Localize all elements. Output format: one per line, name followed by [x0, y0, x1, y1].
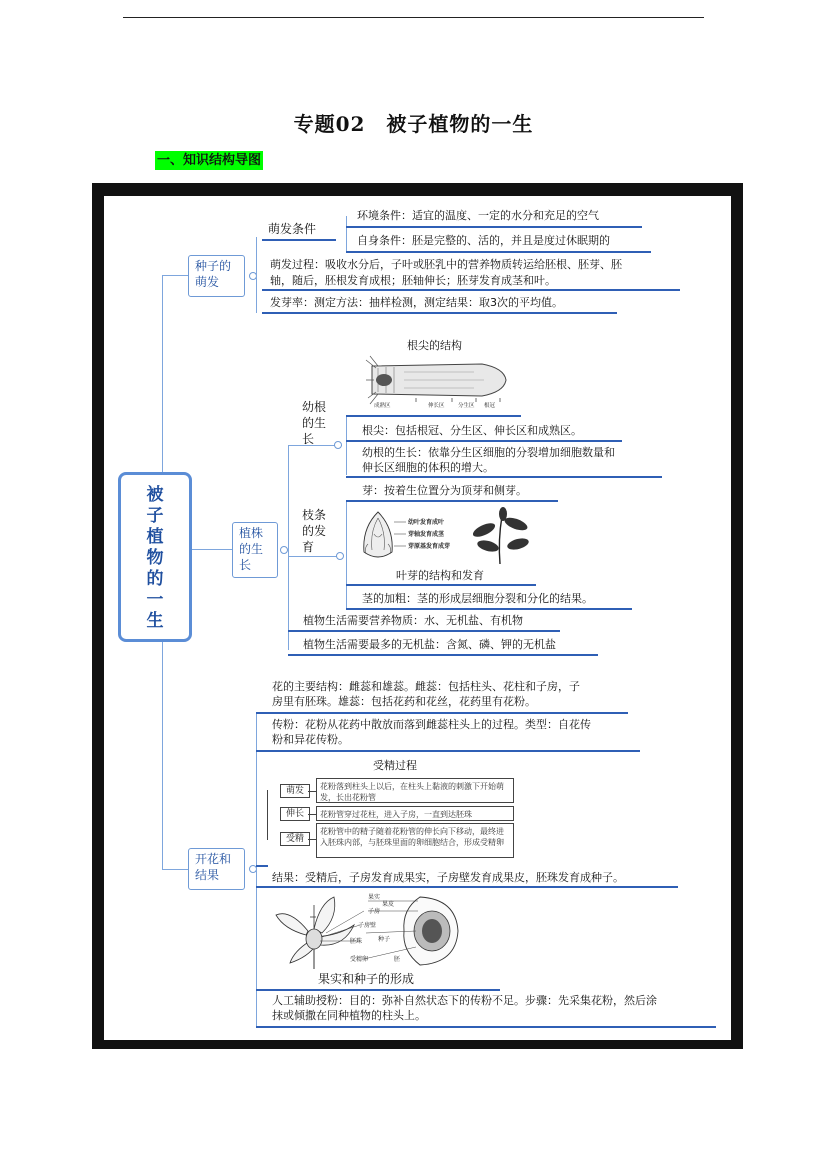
flow-step: 花粉落到柱头上以后，在柱头上黏液的刺激下开始萌发，长出花粉管	[316, 778, 514, 803]
underline	[346, 584, 536, 586]
connector	[346, 500, 347, 608]
germination-process-l1: 萌发过程：吸收水分后，子叶或胚乳中的营养物质转运给胚根、胚芽、胚	[270, 258, 622, 271]
trunk-upper	[162, 275, 163, 473]
fruit-label: 子房壁	[358, 922, 377, 929]
branch-flower-fruit[interactable]	[188, 848, 245, 890]
fruit-label: 受精卵	[350, 956, 369, 963]
underline	[256, 1026, 716, 1028]
branch-label: 长	[239, 558, 252, 572]
zone-label: 伸长区	[428, 403, 445, 409]
bud-label: 芽轴发育成茎	[408, 531, 445, 538]
branch-label: 结果	[195, 868, 220, 882]
root-char: 子	[146, 506, 164, 526]
flow-connector	[308, 791, 316, 792]
root-node[interactable]	[118, 472, 192, 642]
root-char: 生	[146, 611, 164, 631]
self-condition: 自身条件：胚是完整的、活的，并且是度过休眠期的	[357, 234, 610, 247]
bud-caption: 叶芽的结构和发育	[396, 569, 484, 582]
flow-stage: 伸长	[280, 807, 310, 821]
branch-label: 植株	[239, 526, 264, 540]
branch-label: 种子的	[195, 259, 232, 273]
root-growth-label	[302, 399, 326, 447]
underline	[256, 750, 640, 752]
trunk-lower	[162, 636, 163, 869]
label-line: 幼根	[302, 400, 327, 414]
flower-structure-l1: 花的主要结构：雌蕊和雄蕊。雌蕊：包括柱头、花柱和子房，子	[272, 680, 580, 693]
label-line: 长	[302, 432, 315, 446]
underline	[262, 239, 336, 241]
branch-label: 开花和	[195, 852, 232, 866]
fruit-label: 胚	[394, 956, 401, 963]
trunk-to-plant	[186, 549, 232, 550]
root-char: 一	[146, 590, 164, 610]
header-rule	[123, 17, 704, 18]
underline	[256, 712, 628, 714]
root-growth-desc-l1: 幼根的生长：依靠分生区细胞的分裂增加细胞数量和	[362, 446, 615, 459]
label-line: 育	[302, 540, 315, 554]
label-line: 的生	[302, 416, 327, 430]
pollination-l1: 传粉：花粉从花药中散放而落到雌蕊柱头上的过程。类型：自花传	[272, 718, 591, 731]
underline	[346, 251, 651, 253]
label-line: 的发	[302, 524, 327, 538]
stem-thickening: 茎的加粗：茎的形成层细胞分裂和分化的结果。	[362, 592, 593, 605]
bud-label: 幼叶发育成叶	[408, 519, 445, 526]
underline	[288, 630, 560, 632]
branch-label: 的生	[239, 542, 264, 556]
artificial-pollination-l1: 人工辅助授粉：目的：弥补自然状态下的传粉不足。步骤：先采集花粉，然后涂	[272, 994, 657, 1007]
nutrients-text: 植物生活需要营养物质：水、无机盐、有机物	[303, 614, 523, 627]
flow-step: 花粉管穿过花柱，进入子房，一直到达胚珠	[316, 806, 514, 821]
underline	[346, 476, 662, 478]
flow-step: 花粉管中的精子随着花粉管的伸长向下移动，最终进入胚珠内部，与胚珠里面的卵细胞结合，形成受精卵	[316, 823, 514, 858]
page-title: 专题02 被子植物的一生	[293, 112, 534, 136]
underline	[346, 608, 632, 610]
root-char: 物	[146, 548, 164, 568]
fruit-label: 果实	[368, 894, 381, 901]
zone-label: 成熟区	[374, 403, 391, 409]
fruit-seed-diagram	[270, 891, 480, 971]
flow-connector	[267, 790, 268, 840]
sprout-conditions-label: 萌发条件	[268, 222, 317, 236]
pollination-l2: 粉和异花传粉。	[272, 733, 349, 746]
fruit-label: 胚珠	[350, 938, 363, 945]
fruit-label: 果皮	[382, 901, 395, 908]
root-char: 的	[146, 569, 164, 589]
germination-process-l2: 轴，随后，胚根发育成根；胚轴伸长；胚芽发育成茎和叶。	[270, 274, 556, 287]
connector	[346, 216, 347, 252]
flow-connector	[308, 839, 316, 840]
connector	[256, 712, 257, 1026]
fruit-result: 结果：受精后，子房发育成果实，子房壁发育成果皮，胚珠发育成种子。	[272, 871, 624, 884]
connector	[256, 237, 257, 313]
connector	[346, 415, 347, 475]
fertilization-caption: 受精过程	[373, 759, 417, 772]
underline	[256, 886, 678, 888]
shoot-development-label	[302, 507, 326, 555]
root-tip-caption: 根尖的结构	[407, 339, 462, 352]
zone-label: 分生区	[458, 403, 475, 409]
root-tip-text: 根尖：包括根冠、分生区、伸长区和成熟区。	[362, 424, 582, 437]
root-char: 被	[146, 485, 164, 505]
flower-structure-l2: 房里有胚珠。雄蕊：包括花药和花丝，花药里有花粉。	[272, 695, 536, 708]
underline	[288, 654, 598, 656]
underline	[346, 226, 642, 228]
env-condition: 环境条件：适宜的温度、一定的水分和充足的空气	[357, 209, 599, 222]
underline	[256, 865, 268, 867]
branch-plant-growth[interactable]	[232, 522, 278, 578]
germination-rate: 发芽率：测定方法：抽样检测，测定结果：取3次的平均值。	[270, 296, 563, 309]
underline	[346, 415, 521, 417]
bud-text: 芽：按着生位置分为顶芽和侧芽。	[362, 484, 527, 497]
underline	[262, 312, 617, 314]
bud-label: 芽原基发育成芽	[408, 543, 451, 550]
fruit-label: 种子	[378, 936, 391, 943]
trunk-to-seed	[162, 275, 188, 276]
label-line: 枝条	[302, 508, 327, 522]
collapse-toggle[interactable]	[336, 552, 344, 560]
fruit-caption: 果实和种子的形成	[318, 972, 415, 986]
root-tip-diagram	[364, 354, 514, 410]
flow-stage: 受精	[280, 832, 310, 846]
branch-seed-germination[interactable]	[188, 255, 245, 297]
underline	[256, 989, 500, 991]
connector	[288, 556, 342, 557]
section-heading: 一、知识结构导图	[157, 153, 262, 168]
trunk-to-flower	[162, 869, 188, 870]
collapse-toggle[interactable]	[334, 441, 342, 449]
fruit-label: 子房	[368, 908, 381, 915]
underline	[346, 500, 558, 502]
underline	[346, 440, 622, 442]
branch-label: 萌发	[195, 275, 220, 289]
connector	[288, 445, 289, 650]
artificial-pollination-l2: 抹或倾撒在同种植物的柱头上。	[272, 1009, 426, 1022]
root-growth-desc-l2: 伸长区细胞的体积的增大。	[362, 461, 494, 474]
root-char: 植	[146, 527, 164, 547]
minerals-text: 植物生活需要最多的无机盐：含氮、磷、钾的无机盐	[303, 638, 556, 651]
flow-connector	[308, 814, 316, 815]
collapse-toggle[interactable]	[280, 546, 288, 554]
underline	[262, 289, 680, 291]
bud-diagram	[350, 504, 530, 568]
zone-label: 根冠	[484, 403, 496, 409]
flow-stage: 萌发	[280, 784, 310, 798]
